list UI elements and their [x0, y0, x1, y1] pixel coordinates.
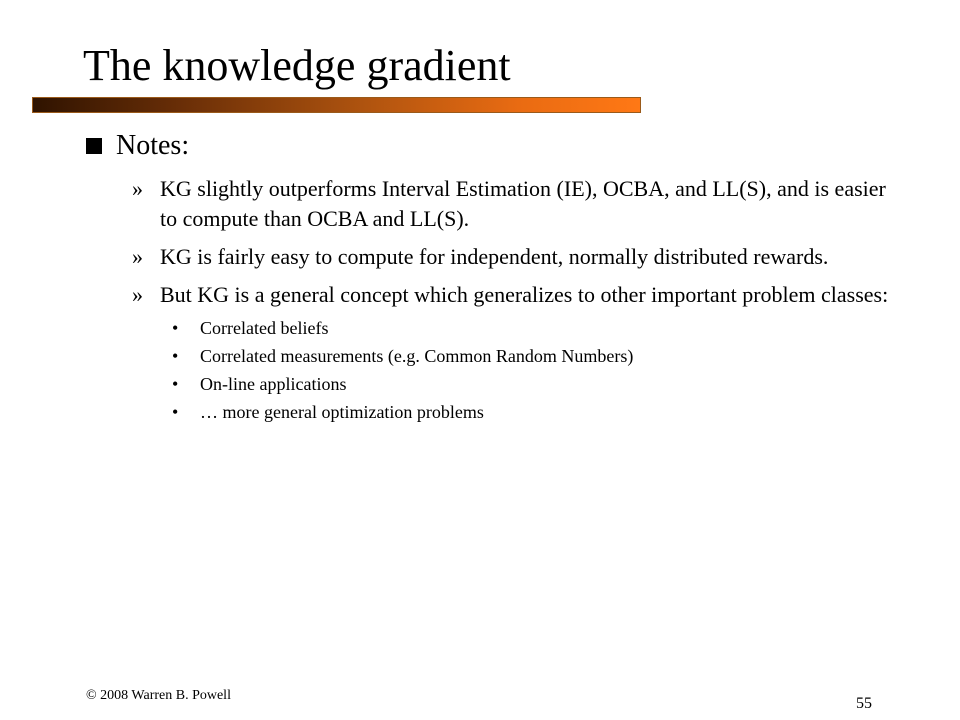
chevron-bullet-icon: »: [132, 176, 143, 201]
dot-bullet-icon: •: [172, 374, 179, 394]
slide-title: The knowledge gradient: [83, 41, 511, 90]
note-text: KG slightly outperforms Interval Estimation (IE), OCBA, and LL(S), and is easier to compute than OCBA and LL(S).: [160, 176, 886, 231]
footer-copyright: © 2008 Warren B. Powell: [86, 688, 231, 703]
problem-classes-list: [172, 314, 892, 426]
chevron-bullet-icon: »: [132, 282, 143, 307]
note-text: But KG is a general concept which generalizes to other important problem classes:: [160, 282, 889, 307]
note-text: KG is fairly easy to compute for independent, normally distributed rewards.: [160, 244, 829, 269]
note-item: [132, 242, 892, 272]
dot-bullet-icon: •: [172, 318, 179, 338]
problem-class-text: On-line applications: [200, 374, 347, 394]
dot-bullet-icon: •: [172, 346, 179, 366]
chevron-bullet-icon: »: [132, 244, 143, 269]
dot-bullet-icon: •: [172, 402, 179, 422]
note-item: [132, 280, 892, 426]
note-item: [132, 174, 892, 234]
notes-list: [132, 174, 892, 434]
problem-class-text: Correlated measurements (e.g. Common Random Numbers): [200, 346, 634, 366]
title-gradient-bar: [32, 97, 641, 113]
problem-class-item: [172, 398, 892, 426]
problem-class-item: [172, 314, 892, 342]
problem-class-item: [172, 370, 892, 398]
square-bullet-icon: [86, 138, 102, 154]
problem-class-text: Correlated beliefs: [200, 318, 329, 338]
notes-heading-label: Notes:: [116, 130, 190, 161]
page-number: 55: [856, 695, 872, 712]
problem-class-item: [172, 342, 892, 370]
problem-class-text: … more general optimization problems: [200, 402, 484, 422]
notes-heading: [86, 128, 189, 164]
